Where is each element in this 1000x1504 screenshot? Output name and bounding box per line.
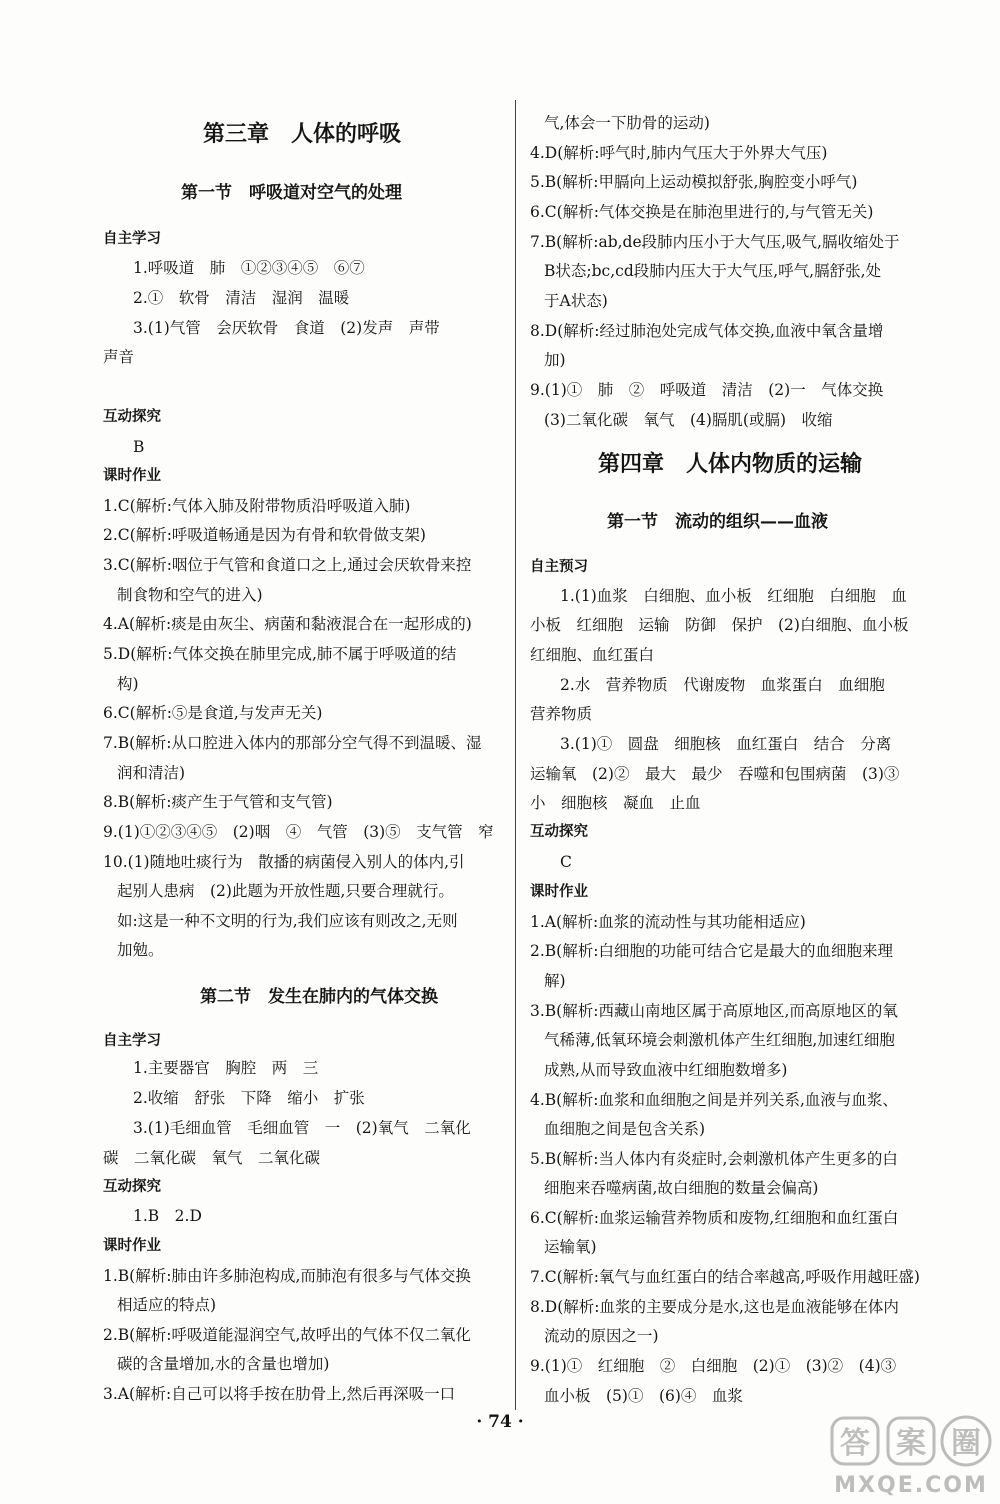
chapter-title: 第三章 人体的呼吸 [203, 122, 402, 147]
answer-line: 构) [117, 675, 139, 693]
answer-line: B [133, 438, 145, 456]
answer-line: 2.B(解析:呼吸道能湿润空气,故呼出的气体不仅二氧化 [103, 1326, 471, 1344]
section-title: 第一节 流动的组织——血液 [607, 512, 828, 532]
answer-line: 成熟,从而导致血液中红细胞数增多) [544, 1061, 788, 1079]
answer-line: 9.(1)① 红细胞 ② 白细胞 (2)① (3)② (4)③ [530, 1357, 897, 1375]
answer-line: 7.B(解析:ab,de段肺内压小于大气压,吸气,膈收缩处于 [530, 233, 900, 251]
answer-line: (3)二氧化碳 氧气 (4)膈肌(或膈) 收缩 [544, 411, 833, 429]
answer-line: 相适应的特点) [117, 1296, 217, 1314]
answer-line: 1.主要器官 胸腔 两 三 [133, 1059, 319, 1077]
answer-line: 5.B(解析:当人体内有炎症时,会刺激机体产生更多的白 [530, 1150, 898, 1168]
answer-line: 碳的含量增加,水的含量也增加) [117, 1355, 330, 1373]
answer-line: 2.C(解析:呼吸道畅通是因为有骨和软骨做支架) [103, 526, 426, 544]
answer-line: 10.(1)随地吐痰行为 散播的病菌侵入别人的体内,引 [103, 853, 465, 871]
answer-line: 3.(1)毛细血管 毛细血管 一 (2)氧气 二氧化 [133, 1119, 471, 1137]
answer-line: 2.B(解析:白细胞的功能可结合它是最大的血细胞来理 [530, 942, 893, 960]
answer-line: 小 细胞核 凝血 止血 [530, 794, 701, 812]
subheading: 互动探究 [103, 1179, 161, 1195]
answer-line: 润和清洁) [117, 764, 186, 782]
answer-line: 血小板 (5)① (6)④ 血浆 [544, 1387, 743, 1405]
answer-line: 声音 [103, 348, 135, 366]
answer-line: 制食物和空气的进入) [117, 586, 263, 604]
svg-text:MXQE.COM: MXQE.COM [834, 1473, 988, 1498]
answer-line: 7.C(解析:氧气与血红蛋白的结合率越高,呼吸作用越旺盛) [530, 1268, 920, 1286]
answer-line: 营养物质 [530, 705, 593, 723]
svg-text:案: 案 [896, 1426, 926, 1461]
answer-line: 6.C(解析:气体交换是在肺泡里进行的,与气管无关) [530, 203, 874, 221]
answer-line: 1.呼吸道 肺 ①②③④⑤ ⑥⑦ [133, 259, 365, 277]
answer-line: 8.D(解析:血浆的主要成分是水,这也是血液能够在体内 [530, 1298, 899, 1316]
answer-line: 运输氧) [544, 1238, 597, 1256]
watermark-logo [826, 1412, 996, 1498]
answer-line: 红细胞、血红蛋白 [530, 646, 655, 664]
answer-line: 6.C(解析:血浆运输营养物质和废物,红细胞和血红蛋白 [530, 1209, 899, 1227]
answer-line: 8.B(解析:痰产生于气管和支气管) [103, 793, 333, 811]
answer-line: 1.(1)血浆 白细胞、血小板 红细胞 白细胞 血 [560, 587, 907, 605]
answer-line: 起别人患病 (2)此题为开放性题,只要合理就行。 [117, 882, 454, 900]
answer-line: 5.B(解析:甲膈向上运动模拟舒张,胸腔变小呼气) [530, 173, 858, 191]
answer-line: 加) [544, 351, 566, 369]
chapter-title: 第四章 人体内物质的运输 [598, 452, 863, 477]
subheading: 互动探究 [530, 824, 588, 840]
answer-line: 气,体会一下肋骨的运动) [544, 114, 710, 132]
answer-line: 如:这是一种不文明的行为,我们应该有则改之,无则 [117, 912, 458, 930]
subheading: 自主学习 [103, 1033, 161, 1049]
answer-line: 流动的原因之一) [544, 1327, 659, 1345]
section-title: 第二节 发生在肺内的气体交换 [200, 987, 438, 1007]
subheading: 互动探究 [103, 409, 161, 425]
page-number: · 74 · [476, 1412, 524, 1432]
answer-line: 3.C(解析:咽位于气管和食道口之上,通过会厌软骨来控 [103, 556, 472, 574]
subheading: 课时作业 [530, 884, 588, 900]
answer-line: 2.① 软骨 清洁 湿润 温暖 [133, 289, 350, 307]
svg-text:答: 答 [840, 1426, 870, 1461]
answer-line: 3.(1)① 圆盘 细胞核 血红蛋白 结合 分离 [560, 735, 892, 753]
answer-line: 2.收缩 舒张 下降 缩小 扩张 [133, 1089, 365, 1107]
answer-line: 9.(1)① 肺 ② 呼吸道 清洁 (2)一 气体交换 [530, 381, 884, 399]
answer-line: 3.(1)气管 会厌软骨 食道 (2)发声 声带 [133, 319, 440, 337]
answer-line: 4.D(解析:呼气时,肺内气压大于外界大气压) [530, 144, 828, 162]
answer-line: 血细胞之间是包含关系) [544, 1120, 706, 1138]
answer-line: 加勉。 [117, 941, 164, 959]
answer-line: 5.D(解析:气体交换在肺里完成,肺不属于呼吸道的结 [103, 645, 457, 663]
answer-line: 解) [544, 972, 566, 990]
answer-line: 1.A(解析:血浆的流动性与其功能相适应) [530, 913, 806, 931]
answer-line: 小板 红细胞 运输 防御 保护 (2)白细胞、血小板 [530, 616, 909, 634]
answer-line: 3.A(解析:自己可以将手按在肋骨上,然后再深吸一口 [103, 1385, 456, 1403]
answer-line: 4.A(解析:痰是由灰尘、病菌和黏液混合在一起形成的) [103, 615, 472, 633]
answer-line: C [560, 853, 572, 871]
subheading: 自主预习 [530, 559, 588, 575]
answer-line: 2.水 营养物质 代谢废物 血浆蛋白 血细胞 [560, 676, 885, 694]
answer-line: 于A状态) [544, 292, 608, 310]
answer-line: 运输氧 (2)② 最大 最少 吞噬和包围病菌 (3)③ [530, 765, 900, 783]
answer-line: B状态;bc,cd段肺内压大于大气压,呼气,膈舒张,处 [544, 262, 882, 280]
subheading: 课时作业 [103, 468, 161, 484]
answer-line: 4.B(解析:血浆和血细胞之间是并列关系,血液与血浆、 [530, 1091, 898, 1109]
answer-line: 8.D(解析:经过肺泡处完成气体交换,血液中氧含量增 [530, 322, 884, 340]
answer-line: 1.B(解析:肺由许多肺泡构成,而肺泡有很多与气体交换 [103, 1267, 471, 1285]
answer-line: 气稀薄,低氧环境会刺激机体产生红细胞,加速红细胞 [544, 1031, 895, 1049]
answer-line: 3.B(解析:西藏山南地区属于高原地区,而高原地区的氧 [530, 1002, 898, 1020]
answer-line: 1.B 2.D [133, 1207, 202, 1225]
answer-line: 9.(1)①②③④⑤ (2)咽 ④ 气管 (3)⑤ 支气管 窄 [103, 823, 494, 841]
section-title: 第一节 呼吸道对空气的处理 [181, 183, 402, 203]
answer-line: 7.B(解析:从口腔进入体内的那部分空气得不到温暖、湿 [103, 734, 482, 752]
answer-line: 细胞来吞噬病菌,故白细胞的数量会偏高) [544, 1179, 819, 1197]
subheading: 课时作业 [103, 1238, 161, 1254]
subheading: 自主学习 [103, 231, 161, 247]
answer-line: 碳 二氧化碳 氧气 二氧化碳 [103, 1149, 321, 1167]
answer-line: 1.C(解析:气体入肺及附带物质沿呼吸道入肺) [103, 497, 411, 515]
answer-line: 6.C(解析:⑤是食道,与发声无关) [103, 704, 323, 722]
svg-text:圈: 圈 [951, 1426, 981, 1461]
column-divider [515, 100, 516, 1410]
